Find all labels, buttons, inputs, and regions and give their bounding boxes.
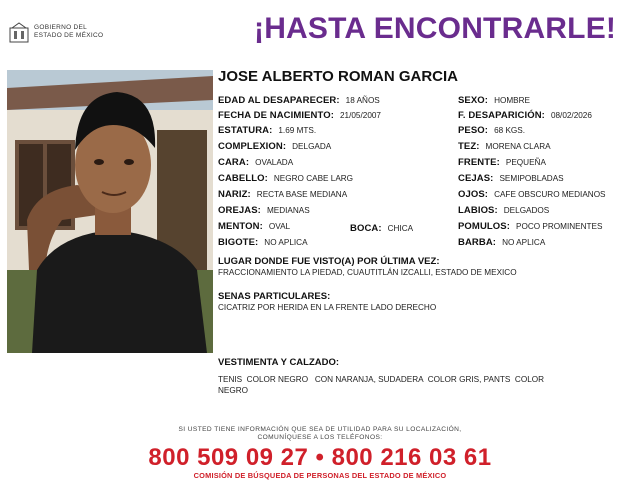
contact-note-line-2: COMUNÍQUESE A LOS TELÉFONOS:	[257, 434, 383, 441]
field-sex	[458, 96, 530, 106]
field-value: 21/05/2007	[340, 111, 381, 120]
field-value: POCO PROMINENTES	[516, 222, 603, 231]
clothing-line-1: TENIS COLOR NEGRO CON NARANJA, SUDADERA COLOR GRIS, PANTS COLOR	[218, 375, 545, 384]
field-label: FECHA DE NACIMIENTO:	[218, 110, 334, 121]
field-value: NEGRO CABE LARG	[273, 174, 354, 183]
contact-note-line-1: SI USTED TIENE INFORMACIÓN QUE SEA DE UTILIDAD PARA SU LOCALIZACIÓN,	[178, 426, 462, 433]
field-label: MENTON:	[218, 221, 263, 232]
field-label: CABELLO:	[218, 173, 268, 184]
field-birth-date	[218, 111, 381, 121]
field-age	[218, 96, 380, 106]
state-emblem-icon	[8, 22, 30, 44]
field-beard	[458, 238, 545, 248]
field-label: OREJAS:	[218, 205, 261, 216]
field-label: BOCA:	[350, 223, 382, 234]
field-value: SEMIPOBLADAS	[499, 174, 564, 183]
clothing-title: VESTIMENTA Y CALZADO:	[218, 357, 340, 368]
field-label: PESO:	[458, 125, 489, 136]
field-lips	[458, 206, 549, 216]
field-label: EDAD AL DESAPARECER:	[218, 95, 340, 106]
marks-text: CICATRIZ POR HERIDA EN LA FRENTE LADO DERECHO	[218, 303, 437, 312]
last-seen-text: FRACCIONAMIENTO LA PIEDAD, CUAUTITLÁN IZCALLI, ESTADO DE MEXICO	[218, 268, 517, 277]
field-forehead	[458, 158, 546, 168]
field-value: 1.69 MTS.	[278, 126, 317, 135]
field-weight	[458, 126, 525, 136]
field-build	[218, 142, 331, 152]
government-logo	[8, 18, 128, 48]
person-photo	[7, 70, 213, 353]
field-label: OJOS:	[458, 189, 489, 200]
field-label: CARA:	[218, 157, 250, 168]
clothing-text	[218, 374, 544, 396]
field-label: ESTATURA:	[218, 125, 273, 136]
field-nose	[218, 190, 347, 200]
field-label: COMPLEXION:	[218, 141, 287, 152]
logo-line-1: GOBIERNO DEL	[34, 24, 88, 31]
field-label: SEXO:	[458, 95, 489, 106]
field-value: CAFE OBSCURO MEDIANOS	[494, 190, 606, 199]
field-face	[218, 158, 293, 168]
field-cheekbones	[458, 222, 602, 232]
field-eyes	[458, 190, 606, 200]
field-value: OVAL	[268, 222, 291, 231]
field-label: LABIOS:	[458, 205, 498, 216]
person-name: JOSE ALBERTO ROMAN GARCIA	[218, 68, 459, 85]
field-value: MEDIANAS	[266, 206, 310, 215]
phone-numbers: 800 509 09 27 • 800 216 03 61	[148, 444, 492, 471]
field-label: F. DESAPARICIÓN:	[458, 110, 545, 121]
logo-line-2: ESTADO DE MÉXICO	[34, 32, 104, 39]
field-ears	[218, 206, 310, 216]
field-value: NO APLICA	[264, 238, 308, 247]
field-mouth	[350, 224, 413, 234]
field-value: HOMBRE	[494, 96, 530, 105]
field-complexion	[458, 142, 551, 152]
field-label: TEZ:	[458, 141, 480, 152]
last-seen-title: LUGAR DONDE FUE VISTO(A) POR ÚLTIMA VEZ:	[218, 256, 440, 267]
field-value: DELGADA	[292, 142, 332, 151]
commission-name: COMISIÓN DE BÚSQUEDA DE PERSONAS DEL ESTADO DE MÉXICO	[193, 471, 447, 480]
field-label: CEJAS:	[458, 173, 494, 184]
field-value: 18 AÑOS	[345, 96, 380, 105]
field-value: RECTA BASE MEDIANA	[256, 190, 348, 199]
field-value: 68 KGS.	[494, 126, 526, 135]
field-label: POMULOS:	[458, 221, 510, 232]
field-label: NARIZ:	[218, 189, 251, 200]
field-value: PEQUEÑA	[505, 158, 546, 167]
field-hair	[218, 174, 353, 184]
headline: ¡HASTA ENCONTRARLE!	[254, 12, 617, 45]
field-moustache	[218, 238, 308, 248]
field-value: 08/02/2026	[550, 111, 592, 120]
field-eyebrows	[458, 174, 564, 184]
contact-note	[0, 426, 640, 442]
field-height	[218, 126, 316, 136]
field-label: BARBA:	[458, 237, 497, 248]
field-value: DELGADOS	[503, 206, 550, 215]
field-chin	[218, 222, 290, 232]
field-value: MORENA CLARA	[485, 142, 551, 151]
field-value: OVALADA	[255, 158, 294, 167]
field-label: BIGOTE:	[218, 237, 259, 248]
field-value: NO APLICA	[502, 238, 546, 247]
field-missing-date	[458, 111, 592, 121]
field-value: CHICA	[387, 224, 414, 233]
field-label: FRENTE:	[458, 157, 500, 168]
marks-title: SENAS PARTICULARES:	[218, 291, 331, 302]
clothing-line-2: NEGRO	[218, 386, 249, 395]
